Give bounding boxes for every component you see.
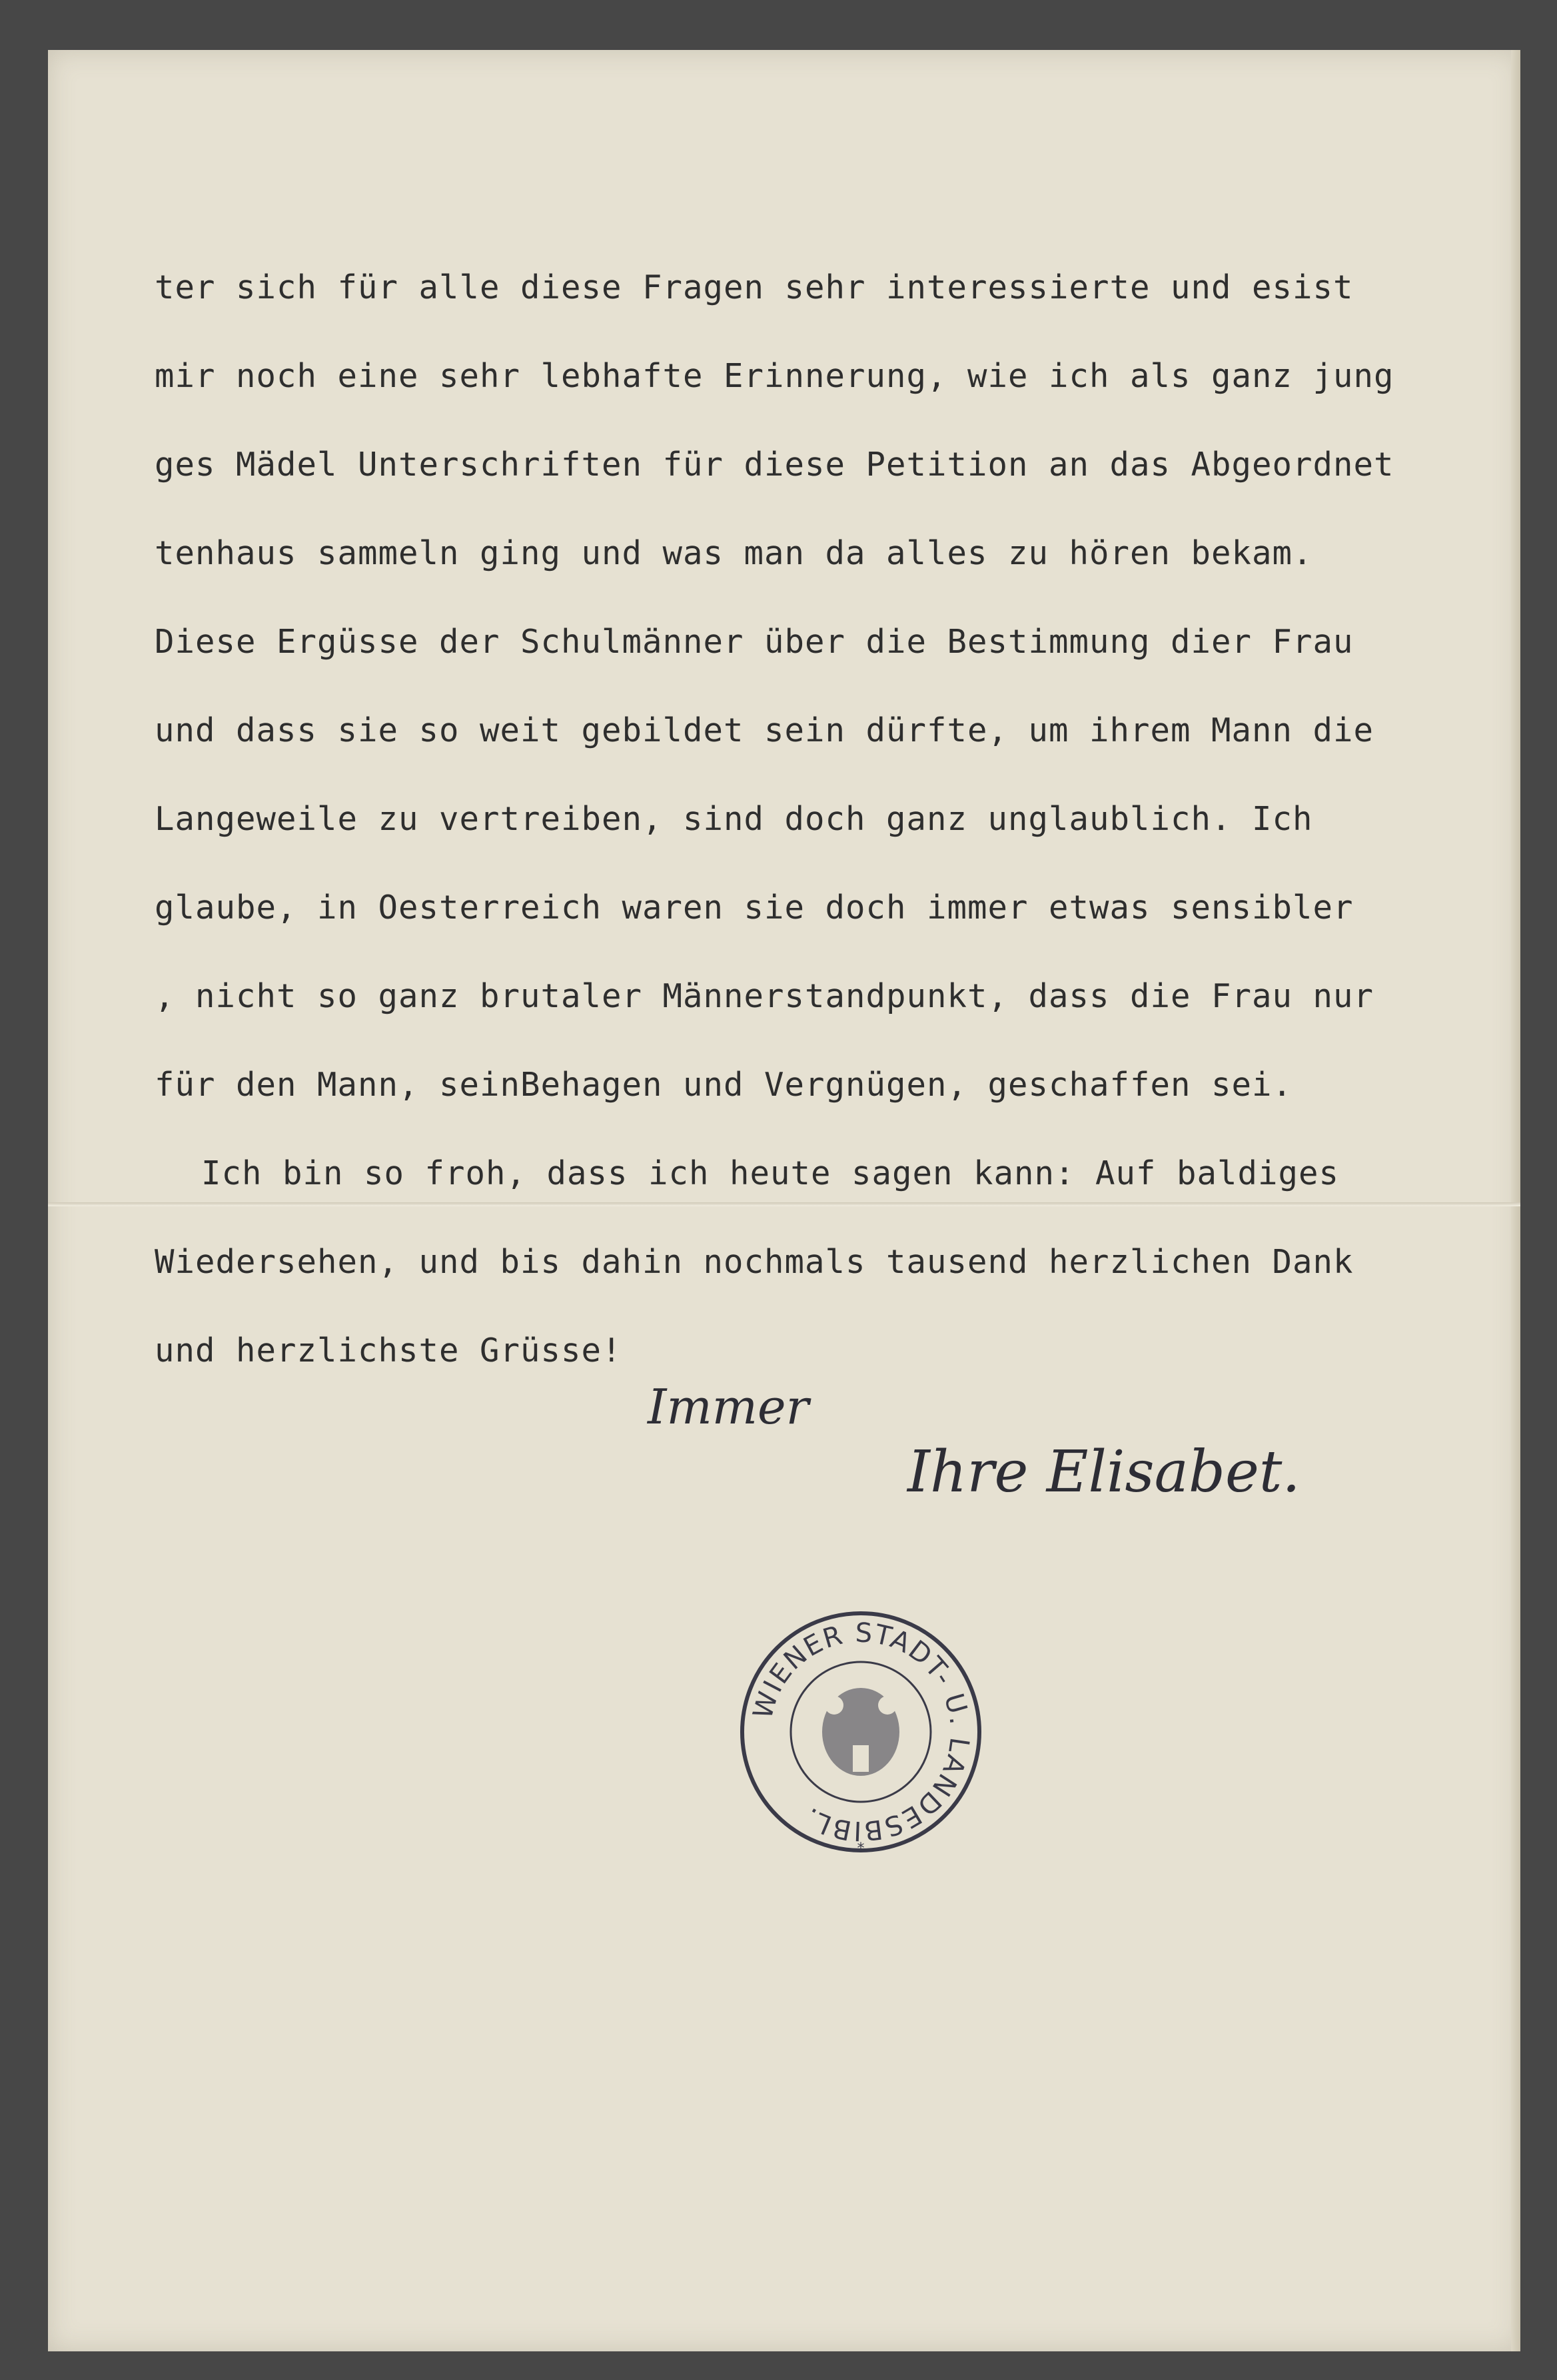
text-line: Wiedersehen, und bis dahin nochmals tausend herzlichen Dank (155, 1243, 1354, 1281)
text-line: mir noch eine sehr lebhafte Erinnerung, wie ich als ganz jung (155, 357, 1394, 395)
text-line: Langeweile zu vertreiben, sind doch ganz unglaublich. Ich (155, 800, 1313, 838)
stamp-star-icon: * (857, 1840, 865, 1857)
text-line: ges Mädel Unterschriften für diese Petition an das Abgeordnet (155, 446, 1394, 484)
library-stamp (734, 1605, 987, 1858)
text-line: glaube, in Oesterreich waren sie doch immer etwas sensibler (155, 889, 1354, 927)
text-line: für den Mann, seinBehagen und Vergnügen, geschaffen sei. (155, 1066, 1293, 1104)
text-line: und herzlichste Grüsse! (155, 1332, 622, 1370)
typed-body (155, 243, 1520, 1395)
text-line: und dass sie so weit gebildet sein dürfte, um ihrem Mann die (155, 711, 1374, 749)
signature-name: Ihre Elisabet. (907, 1439, 1300, 1505)
stamp-text: WIENER STADT- U. LANDESBIBL. (747, 1617, 975, 1846)
signature-immer: Immer (648, 1379, 809, 1435)
text-line: ter sich für alle diese Fragen sehr interessierte und esist (155, 268, 1354, 306)
text-line: Diese Ergüsse der Schulmänner über die Bestimmung dier Frau (155, 623, 1354, 661)
letter-page (48, 50, 1520, 2351)
text-line: tenhaus sammeln ging und was man da alles zu hören bekam. (155, 534, 1313, 572)
text-line: , nicht so ganz brutaler Männerstandpunkt, dass die Frau nur (155, 977, 1374, 1015)
stamp-crest (822, 1688, 899, 1776)
text-line: Ich bin so froh, dass ich heute sagen kann: Auf baldiges (201, 1154, 1340, 1192)
